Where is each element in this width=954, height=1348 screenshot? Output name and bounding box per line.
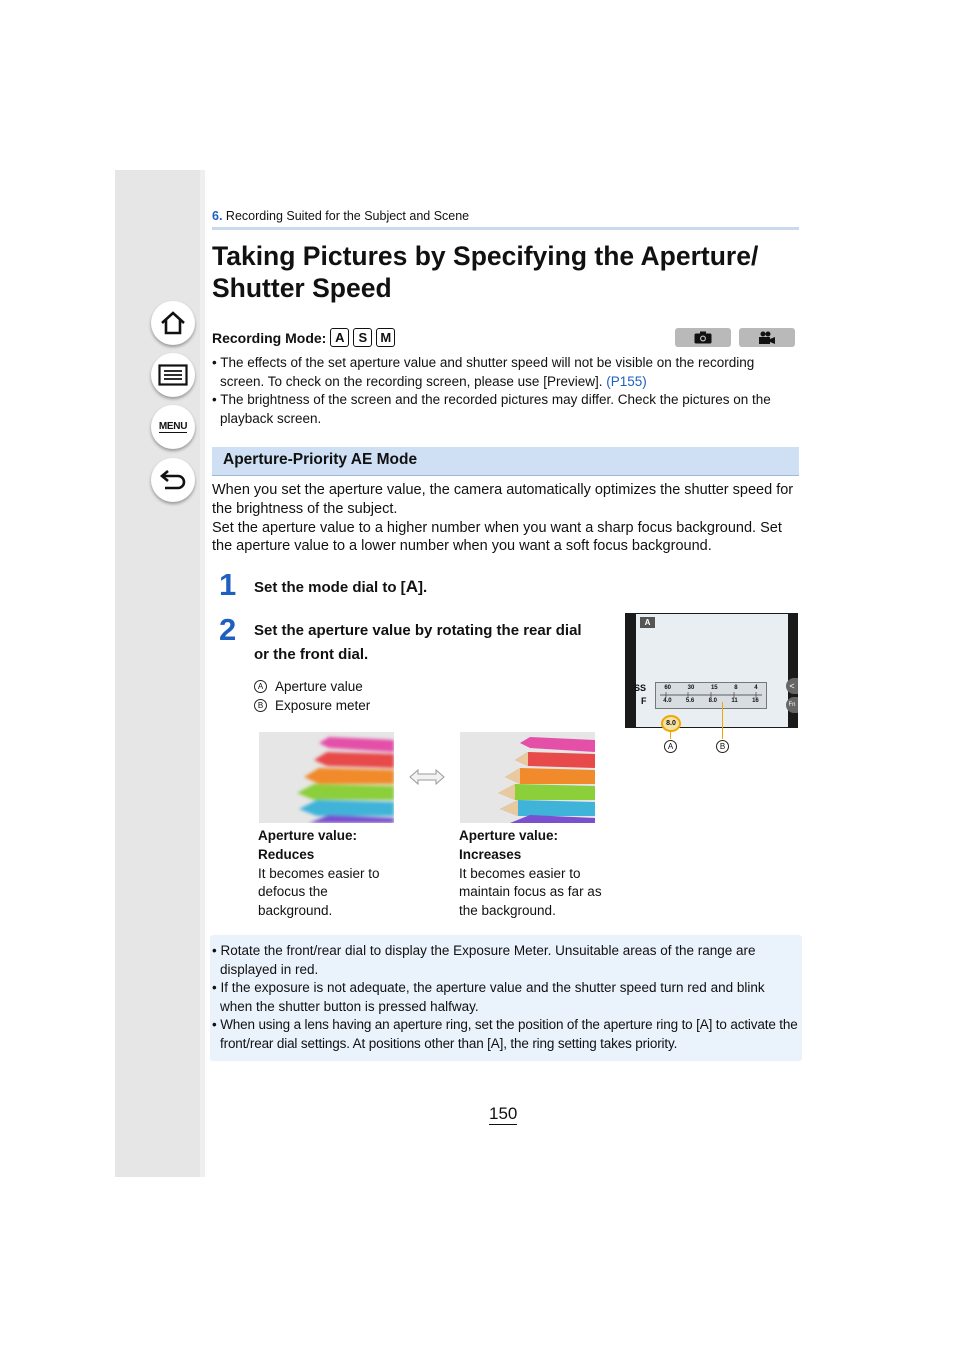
caption-subtitle: Increases [459, 846, 522, 862]
notes-box [210, 935, 802, 1061]
breadcrumb-divider [212, 227, 799, 230]
list-icon [158, 364, 188, 386]
recording-mode [212, 328, 395, 347]
home-button[interactable] [151, 301, 195, 345]
marker-a-leader [670, 730, 671, 739]
legend-marker: B [254, 699, 267, 712]
caption-description: It becomes easier to maintain focus as far as the background. [459, 865, 602, 919]
caption-description: It becomes easier to defocus the background. [258, 865, 380, 919]
legend-item [254, 679, 363, 694]
pencils-illustration [259, 732, 394, 823]
step-2-text: Set the aperture value by rotating the rear dial or the front dial. [254, 622, 582, 663]
caption-title: Aperture value: [459, 828, 559, 843]
chapter-title: Recording Suited for the Subject and Scene [225, 209, 470, 223]
section-header [212, 447, 799, 476]
mode-s-badge: S [353, 328, 372, 347]
sharp-focus-pencils-photo [460, 732, 595, 823]
mode-a-badge: A [330, 328, 349, 347]
pencils-illustration [460, 732, 595, 823]
step-text-part: Set the mode dial to [ [254, 579, 406, 596]
increase-caption [459, 827, 604, 921]
legend-marker: A [254, 680, 267, 693]
scale-tick: 11 [731, 698, 738, 704]
page-title-line1: Taking Pictures by Specifying the Aperture/ [212, 241, 759, 271]
paragraph: Set the aperture value to a higher number when you want a sharp focus background. Set the aperture value to a lower number when you want a soft focus background. [212, 519, 782, 555]
scale-tick: 4 [754, 685, 758, 691]
marker-b-leader [722, 702, 723, 739]
camera-screen-display [636, 614, 788, 727]
scale-tick: 8.0 [708, 698, 717, 704]
intro-bullet-text: The brightness of the screen and the recorded pictures may differ. Check the pictures on the playback screen. [220, 392, 771, 426]
side-tab-fn: Fn [786, 697, 798, 713]
mode-a-glyph: A [405, 577, 418, 596]
soft-focus-pencils-photo [259, 732, 394, 823]
intro-bullet: • The effects of the set aperture value and shutter speed will not be visible on the recording screen. To check on the recording screen, please use [Preview]. (P155) [212, 355, 755, 389]
camera-icon [694, 331, 712, 344]
scale-tick: 60 [664, 685, 671, 691]
recording-mode-label: Recording Mode: [212, 329, 327, 346]
scale-tick: 8 [734, 685, 738, 691]
menu-label: MENU [158, 421, 188, 432]
paragraph: When you set the aperture value, the camera automatically optimizes the shutter speed for the brightness of the subject. [212, 482, 794, 517]
photo-mode-chip [675, 328, 731, 347]
chapter-number: 6. [212, 209, 223, 223]
marker-a: A [664, 740, 677, 753]
note-text: If the exposure is not adequate, the aperture value and the shutter speed turn red and blink when the shutter button is pressed halfway. [220, 980, 765, 1014]
reduce-caption [258, 827, 403, 921]
scale-tick: 15 [710, 685, 718, 691]
double-arrow-icon [408, 768, 446, 786]
aperture-label: F [641, 696, 647, 706]
return-icon [159, 468, 187, 492]
aperture-scale [656, 698, 766, 704]
legend-label: Aperture value [275, 679, 363, 694]
scale-tick: 4.0 [663, 698, 672, 704]
current-aperture-badge: 8.0 [661, 715, 681, 732]
camera-screen-illustration [625, 613, 798, 728]
section-heading: Aperture-Priority AE Mode [223, 451, 418, 468]
step-text-part: ]. [417, 579, 428, 596]
video-mode-chip [739, 328, 795, 347]
caption-title: Aperture value: [258, 828, 358, 843]
legend-label: Exposure meter [275, 698, 371, 713]
scale-tick: 5.6 [685, 698, 695, 704]
step-number: 1 [219, 567, 237, 602]
page-title [212, 240, 812, 304]
scale-tick: 16 [752, 698, 759, 704]
intro-bullet-text: The effects of the set aperture value and shutter speed will not be visible on the recording screen. To check on the recording screen, please use [Preview]. [220, 355, 755, 389]
mode-m-badge: M [376, 328, 395, 347]
page-title-line2: Shutter Speed [212, 273, 392, 303]
preview-page-link[interactable]: (P155) [606, 373, 647, 389]
note-item: • Rotate the front/rear dial to display the Exposure Meter. Unsuitable areas of the range are displayed in red. [212, 943, 756, 977]
shutter-speed-label: SS [634, 683, 647, 693]
page-number: 150 [489, 1104, 518, 1123]
side-tab-arrow: < [786, 678, 798, 694]
marker-b: B [716, 740, 729, 753]
section-description [212, 481, 802, 556]
scale-tick: 30 [687, 685, 695, 691]
caption-subtitle: Reduces [258, 846, 315, 862]
screen-mode-tag: A [640, 617, 655, 628]
home-icon [159, 310, 187, 336]
sidebar-edge [200, 170, 205, 1177]
note-text: When using a lens having an aperture ring, set the position of the aperture ring to [A] to activate the front/rear dial settings. At positions other than [A], the ring setting takes priority. [220, 1017, 798, 1051]
note-item: • If the exposure is not adequate, the aperture value and the shutter speed turn red and blink when the shutter button is pressed halfway. [212, 980, 765, 1014]
step-1-text [254, 575, 427, 600]
intro-bullets [212, 354, 802, 428]
video-camera-icon [758, 331, 776, 345]
shutter-scale [656, 685, 766, 691]
notes-list [212, 942, 800, 1053]
back-button[interactable] [151, 458, 195, 502]
legend-item [254, 698, 370, 713]
table-of-contents-button[interactable] [151, 353, 195, 397]
breadcrumb [212, 209, 469, 223]
intro-bullet: • The brightness of the screen and the recorded pictures may differ. Check the pictures on the playback screen. [212, 392, 771, 426]
step-number: 2 [219, 612, 237, 647]
menu-button[interactable] [151, 405, 195, 449]
note-text: Rotate the front/rear dial to display the Exposure Meter. Unsuitable areas of the range are displayed in red. [220, 943, 756, 977]
exposure-meter [655, 682, 767, 709]
note-item: • When using a lens having an aperture ring, set the position of the aperture ring to [A] to activate the front/rear dial settings. At positions other than [A], the ring setting takes priority. [212, 1017, 798, 1051]
